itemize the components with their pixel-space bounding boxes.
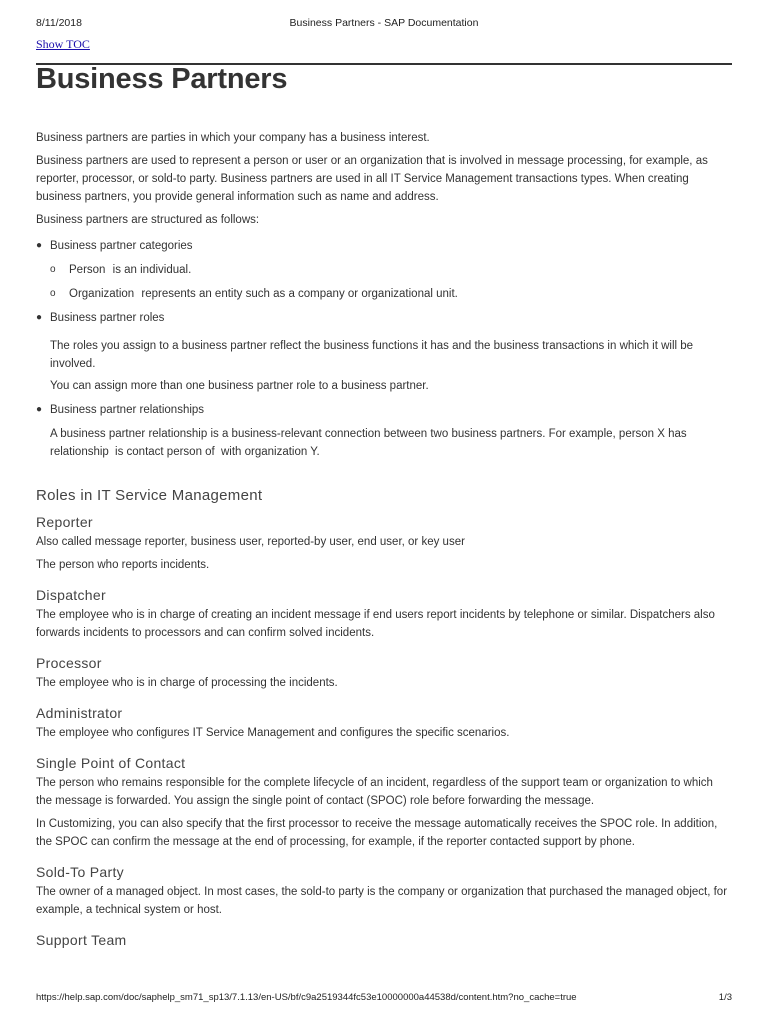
relationships-term: is contact person of (115, 446, 215, 458)
circle-bullet-icon: o (50, 264, 56, 275)
role-text-administrator: The employee who configures IT Service Management and configures the specific scenarios. (36, 727, 510, 739)
print-doc-title: Business Partners - SAP Documentation (289, 17, 479, 29)
category-term-person: Person (69, 264, 106, 276)
role-heading-reporter: Reporter (36, 514, 93, 530)
print-url: https://help.sap.com/doc/saphelp_sm71_sp13/7.1.13/en-US/bf/c9a2519344fc53e10000000a44538d/content.htm?no_cache=true (36, 992, 577, 1003)
document-body (36, 129, 730, 951)
list-item-roles (36, 309, 730, 395)
category-desc-person: is an individual. (112, 264, 192, 276)
categories-sublist (50, 261, 730, 303)
role-heading-administrator: Administrator (36, 705, 123, 721)
relationships-paragraph (50, 425, 730, 461)
print-header (36, 17, 732, 31)
structure-list (36, 237, 730, 461)
role-text-processor: The employee who is in charge of processing the incidents. (36, 677, 338, 689)
bullet-icon: ● (36, 240, 43, 251)
relationships-text-end: with organization Y. (220, 446, 320, 458)
list-item-person (50, 261, 730, 279)
roles-label: Business partner roles (50, 312, 165, 324)
category-desc-organization: represents an entity such as a company or organizational unit. (141, 288, 458, 300)
list-item-categories (36, 237, 730, 303)
role-text-dispatcher: The employee who is in charge of creating an incident message if end users report incidents by telephone or similar. Dispatchers also forwards incidents to processors and can confirm solved incidents. (36, 609, 715, 639)
role-text-spoc-2: In Customizing, you can also specify that the first processor to receive the message automatically receives the SPOC role. In addition, the SPOC can confirm the message at the end of processing, for example, if the reporter contacted support by phone. (36, 818, 718, 848)
intro-paragraph-1: Business partners are parties in which your company has a business interest. (36, 132, 430, 144)
page-title: Business Partners (36, 63, 288, 95)
roles-paragraph-2: You can assign more than one business partner role to a business partner. (50, 380, 429, 392)
bullet-icon: ● (36, 404, 43, 415)
role-text-reporter-2: The person who reports incidents. (36, 559, 210, 571)
role-text-spoc-1: The person who remains responsible for the complete lifecycle of an incident, regardless of the support team or organization to which the message is forwarded. You assign the single point of contact (SPOC) role before forwarding the message. (36, 777, 713, 807)
print-date: 8/11/2018 (36, 17, 82, 29)
list-item-relationships (36, 401, 730, 461)
role-heading-sold-to-party: Sold-To Party (36, 864, 124, 880)
role-text-sold-to-party: The owner of a managed object. In most cases, the sold-to party is the company or organization that purchased the managed object, for example, a technical system or host. (36, 886, 728, 916)
role-heading-dispatcher: Dispatcher (36, 587, 106, 603)
role-heading-support-team: Support Team (36, 932, 127, 948)
list-item-organization (50, 285, 730, 303)
role-heading-processor: Processor (36, 655, 102, 671)
print-footer (36, 992, 732, 1006)
relationships-label: Business partner relationships (50, 404, 205, 416)
roles-paragraph-1: The roles you assign to a business partner reflect the business functions it has and the business transactions in which it will be involved. (50, 340, 694, 370)
role-heading-spoc: Single Point of Contact (36, 755, 186, 771)
intro-paragraph-2: Business partners are used to represent a person or user or an organization that is involved in message processing, for example, as reporter, processor, or sold-to party. Business partners are used in all IT Service Management transactions types. When creating business partners, you provide general information such as name and address. (36, 155, 708, 203)
bullet-icon: ● (36, 312, 43, 323)
relationships-text-start: A business partner relationship is a business-relevant connection between two business partners. For example, person X has relationship (50, 428, 687, 458)
show-toc-link[interactable]: Show TOC (36, 37, 90, 51)
section-heading-roles: Roles in IT Service Management (36, 487, 263, 504)
circle-bullet-icon: o (50, 288, 56, 299)
print-page-number: 1/3 (718, 992, 732, 1003)
categories-label: Business partner categories (50, 240, 193, 252)
intro-paragraph-3: Business partners are structured as follows: (36, 214, 260, 226)
category-term-organization: Organization (69, 288, 135, 300)
role-text-reporter-1: Also called message reporter, business user, reported-by user, end user, or key user (36, 536, 465, 548)
